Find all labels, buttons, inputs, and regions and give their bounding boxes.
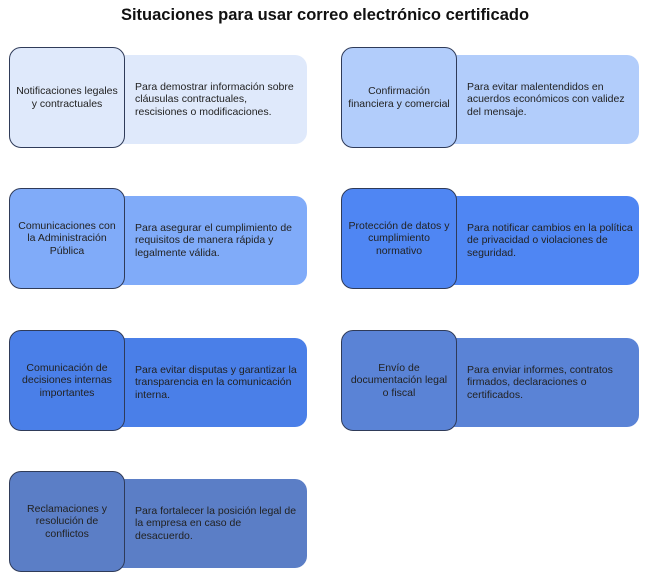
situation-label: Envío de documentación legal o fiscal — [350, 361, 448, 399]
situation-label: Reclamaciones y resolución de conflictos — [27, 502, 107, 540]
situation-label-box — [341, 188, 457, 289]
situation-description: Para asegurar el cumplimiento de requisitos de manera rápida y legalmente válida. — [135, 221, 292, 259]
situation-description: Para evitar disputas y garantizar la transparencia en la comunicación interna. — [135, 363, 297, 401]
situation-card-financial-confirmation — [341, 47, 641, 150]
situation-label-box — [341, 47, 457, 148]
situation-description: Para enviar informes, contratos firmados, declaraciones o certificados. — [467, 363, 613, 401]
situation-card-public-administration — [9, 188, 309, 291]
situation-label-box — [341, 330, 457, 431]
situation-label: Comunicación de decisiones internas importantes — [22, 361, 112, 399]
situation-card-data-protection — [341, 188, 641, 291]
situation-label-box — [9, 330, 125, 431]
situation-label: Comunicaciones con la Administración Pública — [18, 219, 116, 257]
situation-description: Para fortalecer la posición legal de la empresa en caso de desacuerdo. — [135, 504, 297, 542]
situation-label-box — [9, 47, 125, 148]
situation-label-box — [9, 188, 125, 289]
situation-label: Notificaciones legales y contractuales — [16, 85, 118, 110]
diagram-title: Situaciones para usar correo electrónico certificado — [120, 6, 530, 24]
situation-card-claims-resolution — [9, 471, 309, 574]
situation-description: Para evitar malentendidos en acuerdos económicos con validez del mensaje. — [467, 80, 625, 118]
situation-card-legal-documentation — [341, 330, 641, 433]
situation-label: Protección de datos y cumplimiento normativo — [348, 219, 450, 257]
situation-card-legal-notifications — [9, 47, 309, 150]
situation-card-internal-decisions — [9, 330, 309, 433]
situation-description: Para demostrar información sobre cláusulas contractuales, rescisiones o modificaciones. — [135, 80, 294, 118]
situation-description: Para notificar cambios en la política de privacidad o violaciones de seguridad. — [467, 221, 633, 259]
situation-label: Confirmación financiera y comercial — [348, 85, 450, 110]
situation-label-box — [9, 471, 125, 572]
